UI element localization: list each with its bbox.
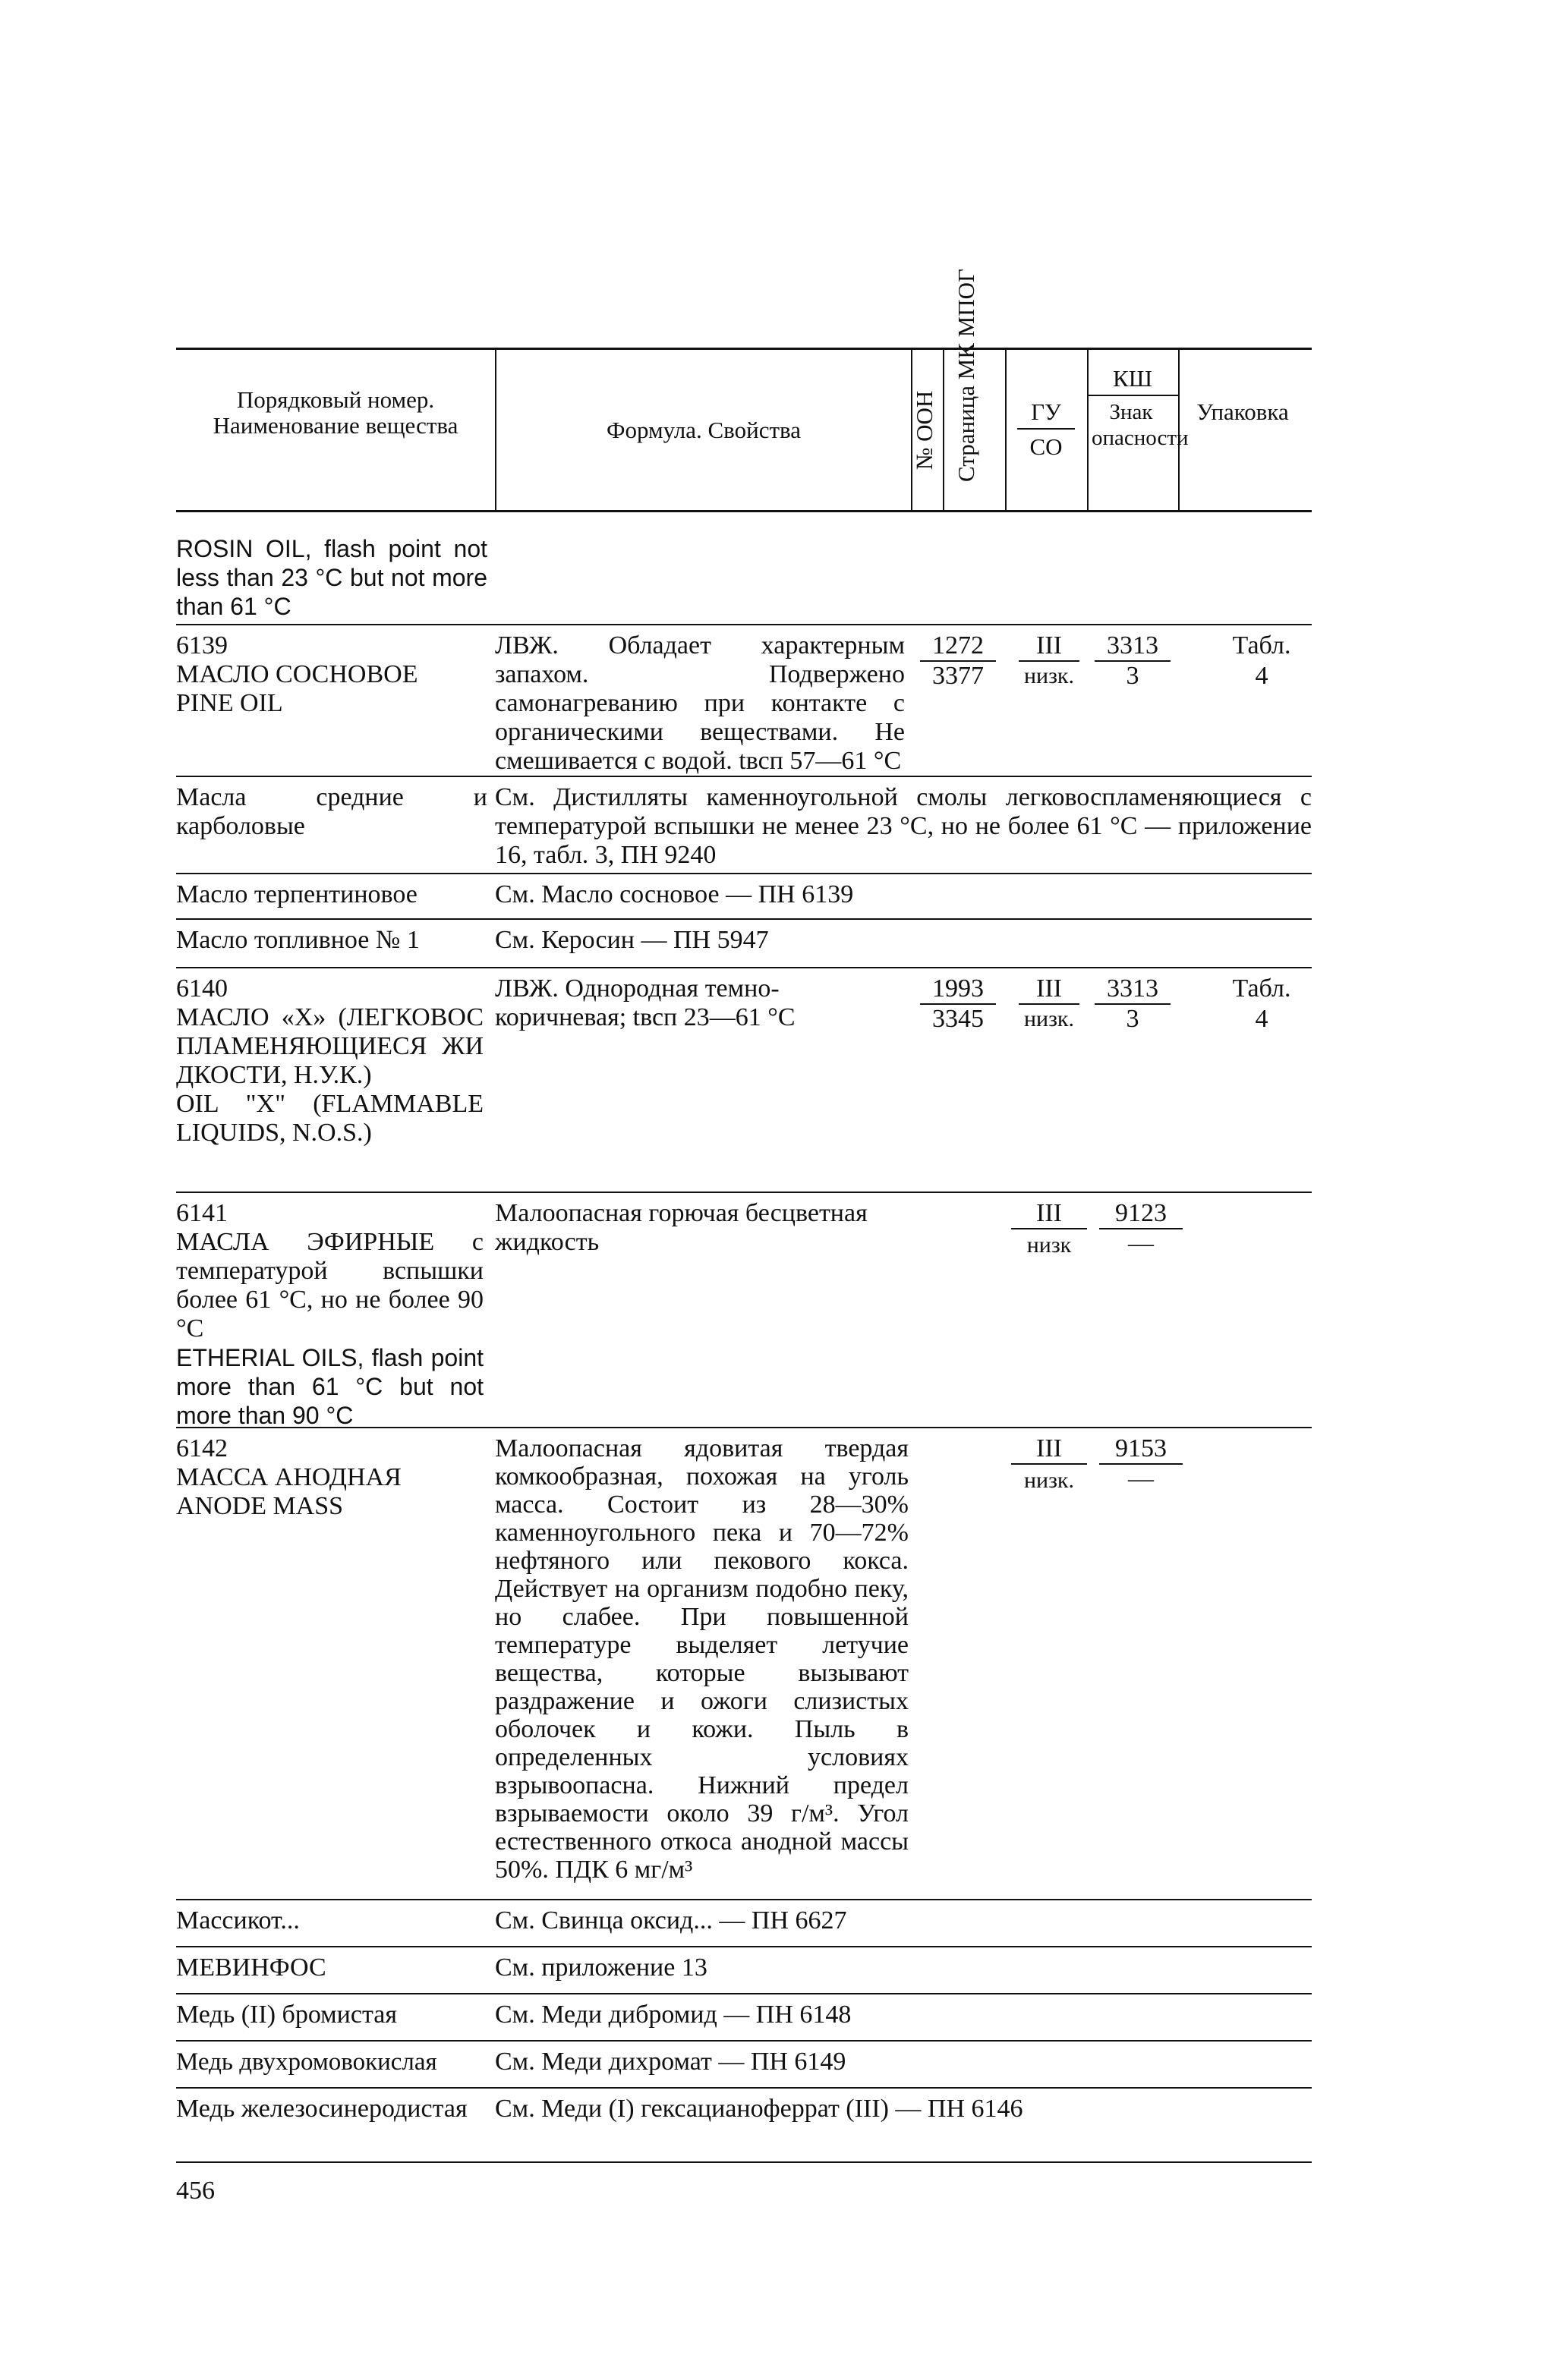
substance-cell [176, 1434, 495, 1521]
serial-number: 6142 [176, 1434, 228, 1462]
header-name: Порядковый номер. Наименование вещества [213, 386, 458, 439]
header-divider [1178, 349, 1180, 512]
gu-group: III [1019, 974, 1079, 1005]
row-divider [176, 918, 1312, 920]
gu-group: III [1011, 1199, 1087, 1229]
row-divider [176, 967, 1312, 968]
row-divider [176, 1946, 1312, 1947]
substance-properties: См. приложение 13 [495, 1953, 707, 1982]
ksh-code: 9153 [1099, 1434, 1183, 1465]
substance-name-en: PINE OIL [176, 689, 283, 717]
row-divider [176, 1899, 1312, 1900]
packing-table: 4 [1255, 1005, 1268, 1033]
substance-name: ROSIN OIL, flash point not less than 23 °C but not more than 61 °C [176, 535, 487, 620]
header-co: СО [1029, 433, 1063, 460]
substance-name-ru: МАСЛО СОСНОВОЕ [176, 660, 418, 688]
substance-name-ru: МАССА АНОДНАЯ [176, 1463, 402, 1491]
hazard-sign: — [1128, 1229, 1154, 1258]
mk-page: 3377 [932, 662, 984, 690]
substance-cell [176, 974, 484, 1148]
substance-name-en: OIL "X" (FLAMMABLE LIQUIDS, N.O.S.) [176, 1090, 484, 1147]
header-hazard: Знак опасности [1092, 400, 1189, 450]
packing-label: Табл. [1232, 631, 1291, 660]
co-level: низк. [1023, 1006, 1075, 1031]
substance-name: Масла средние и карболовые [176, 783, 487, 840]
table-header [176, 269, 1312, 512]
row-divider [176, 624, 1312, 625]
mk-page: 3345 [932, 1005, 984, 1033]
packing-table: 4 [1255, 662, 1268, 690]
row-divider [176, 873, 1312, 874]
co-level: низк [1026, 1232, 1072, 1258]
substance-name: Медь железосинеродистая [176, 2095, 468, 2123]
row-divider [176, 2087, 1312, 2089]
packing-label: Табл. [1232, 974, 1291, 1003]
row-divider [176, 1192, 1312, 1193]
hazard-sign: 3 [1126, 662, 1139, 690]
ksh-code: 9123 [1099, 1199, 1183, 1229]
substance-name: Медь (II) бромистая [176, 2001, 397, 2029]
substance-properties: Малоопасная горючая бесцветная жидкость [495, 1199, 868, 1256]
hazard-sign: 3 [1126, 1005, 1139, 1033]
substance-properties: ЛВЖ. Обладает характерным запахом. Подвержено самонагреванию при контакте с органическими веществами. Не смешивается с водой. tвсп 57—61 °С [495, 631, 905, 775]
header-ksh: КШ [1113, 365, 1152, 392]
header-fraction-line [1017, 428, 1075, 430]
gu-group: III [1011, 1434, 1087, 1465]
table-bottom-rule [176, 2161, 1312, 2163]
substance-cell [176, 1199, 484, 1430]
row-divider [176, 1993, 1312, 1994]
header-page: Страница МК МПОГ [953, 269, 979, 482]
co-level: низк. [1023, 663, 1075, 688]
header-divider [943, 349, 944, 512]
substance-name: МЕВИНФОС [176, 1953, 326, 1982]
header-pack: Упаковка [1196, 398, 1289, 425]
substance-properties: См. Свинца оксид... — ПН 6627 [495, 1906, 847, 1935]
substance-name: Масло топливное № 1 [176, 926, 420, 954]
substance-properties: См. Меди дихромат — ПН 6149 [495, 2048, 846, 2076]
header-fraction-line [1087, 395, 1178, 396]
substance-name-ru: МАСЛА ЭФИРНЫЕ с температурой вспышки более 61 °С, но не более 90 °С [176, 1228, 484, 1343]
substance-name-ru: МАСЛО «Х» (ЛЕГКОВОСПЛАМЕНЯЮЩИЕСЯ ЖИДКОСТИ, Н.У.К.) [176, 1003, 484, 1089]
header-divider [1005, 349, 1007, 512]
un-number: 1272 [920, 631, 996, 662]
serial-number: 6139 [176, 631, 228, 660]
ksh-code: 3313 [1095, 974, 1171, 1005]
substance-name: Медь двухромовокислая [176, 2048, 437, 2076]
substance-properties: Малоопасная ядовитая твердая комкообразная, похожая на уголь масса. Состоит из 28—30% каменноугольного пека и 70—72% нефтяного или пекового кокса. Действует на организм подобно пеку, но слабее. При повышенной температуре выделяет летучие вещества, которые вызывают раздражение и ожоги слизистых оболочек и кожи. Пыль в определенных условиях взрывоопасна. Нижний предел взрываемости около 39 г/м³. Угол естественного откоса анодной массы 50%. ПДК 6 мг/м³ [495, 1434, 909, 1884]
table-header-rule [176, 510, 1312, 512]
page-number: 456 [176, 2177, 215, 2205]
substance-name: Масло терпентиновое [176, 880, 418, 908]
substance-properties: См. Меди дибромид — ПН 6148 [495, 2001, 852, 2029]
header-formula: Формула. Свойства [607, 417, 801, 443]
serial-number: 6141 [176, 1199, 228, 1227]
hazard-sign: — [1128, 1465, 1154, 1493]
header-un: № ООН [911, 390, 937, 471]
serial-number: 6140 [176, 974, 228, 1003]
substance-name-en: ETHERIAL OILS, flash point more than 61 °C but not more than 90 °C [176, 1344, 484, 1429]
substance-properties: См. Керосин — ПН 5947 [495, 926, 769, 954]
ksh-code: 3313 [1095, 631, 1171, 662]
un-number: 1993 [920, 974, 996, 1005]
co-level: низк. [1023, 1468, 1075, 1493]
substance-properties: См. Масло сосновое — ПН 6139 [495, 880, 854, 908]
substance-properties: ЛВЖ. Однородная темно-коричневая; tвсп 23—61 °С [495, 974, 796, 1031]
gu-group: III [1019, 631, 1079, 662]
header-gu: ГУ [1031, 398, 1061, 425]
substance-cell [176, 631, 495, 718]
row-divider [176, 1427, 1312, 1428]
substance-name: Массикот... [176, 1906, 300, 1935]
substance-properties: См. Дистилляты каменноугольной смолы легковоспламеняющиеся с температурой вспышки не менее 23 °С, но не более 61 °С — приложение 16, табл. 3, ПН 9240 [495, 783, 1312, 869]
row-divider [176, 776, 1312, 777]
row-divider [176, 2040, 1312, 2042]
substance-properties: См. Меди (I) гексацианоферрат (III) — ПН 6146 [495, 2095, 1023, 2123]
substance-name-en: ANODE MASS [176, 1492, 344, 1520]
